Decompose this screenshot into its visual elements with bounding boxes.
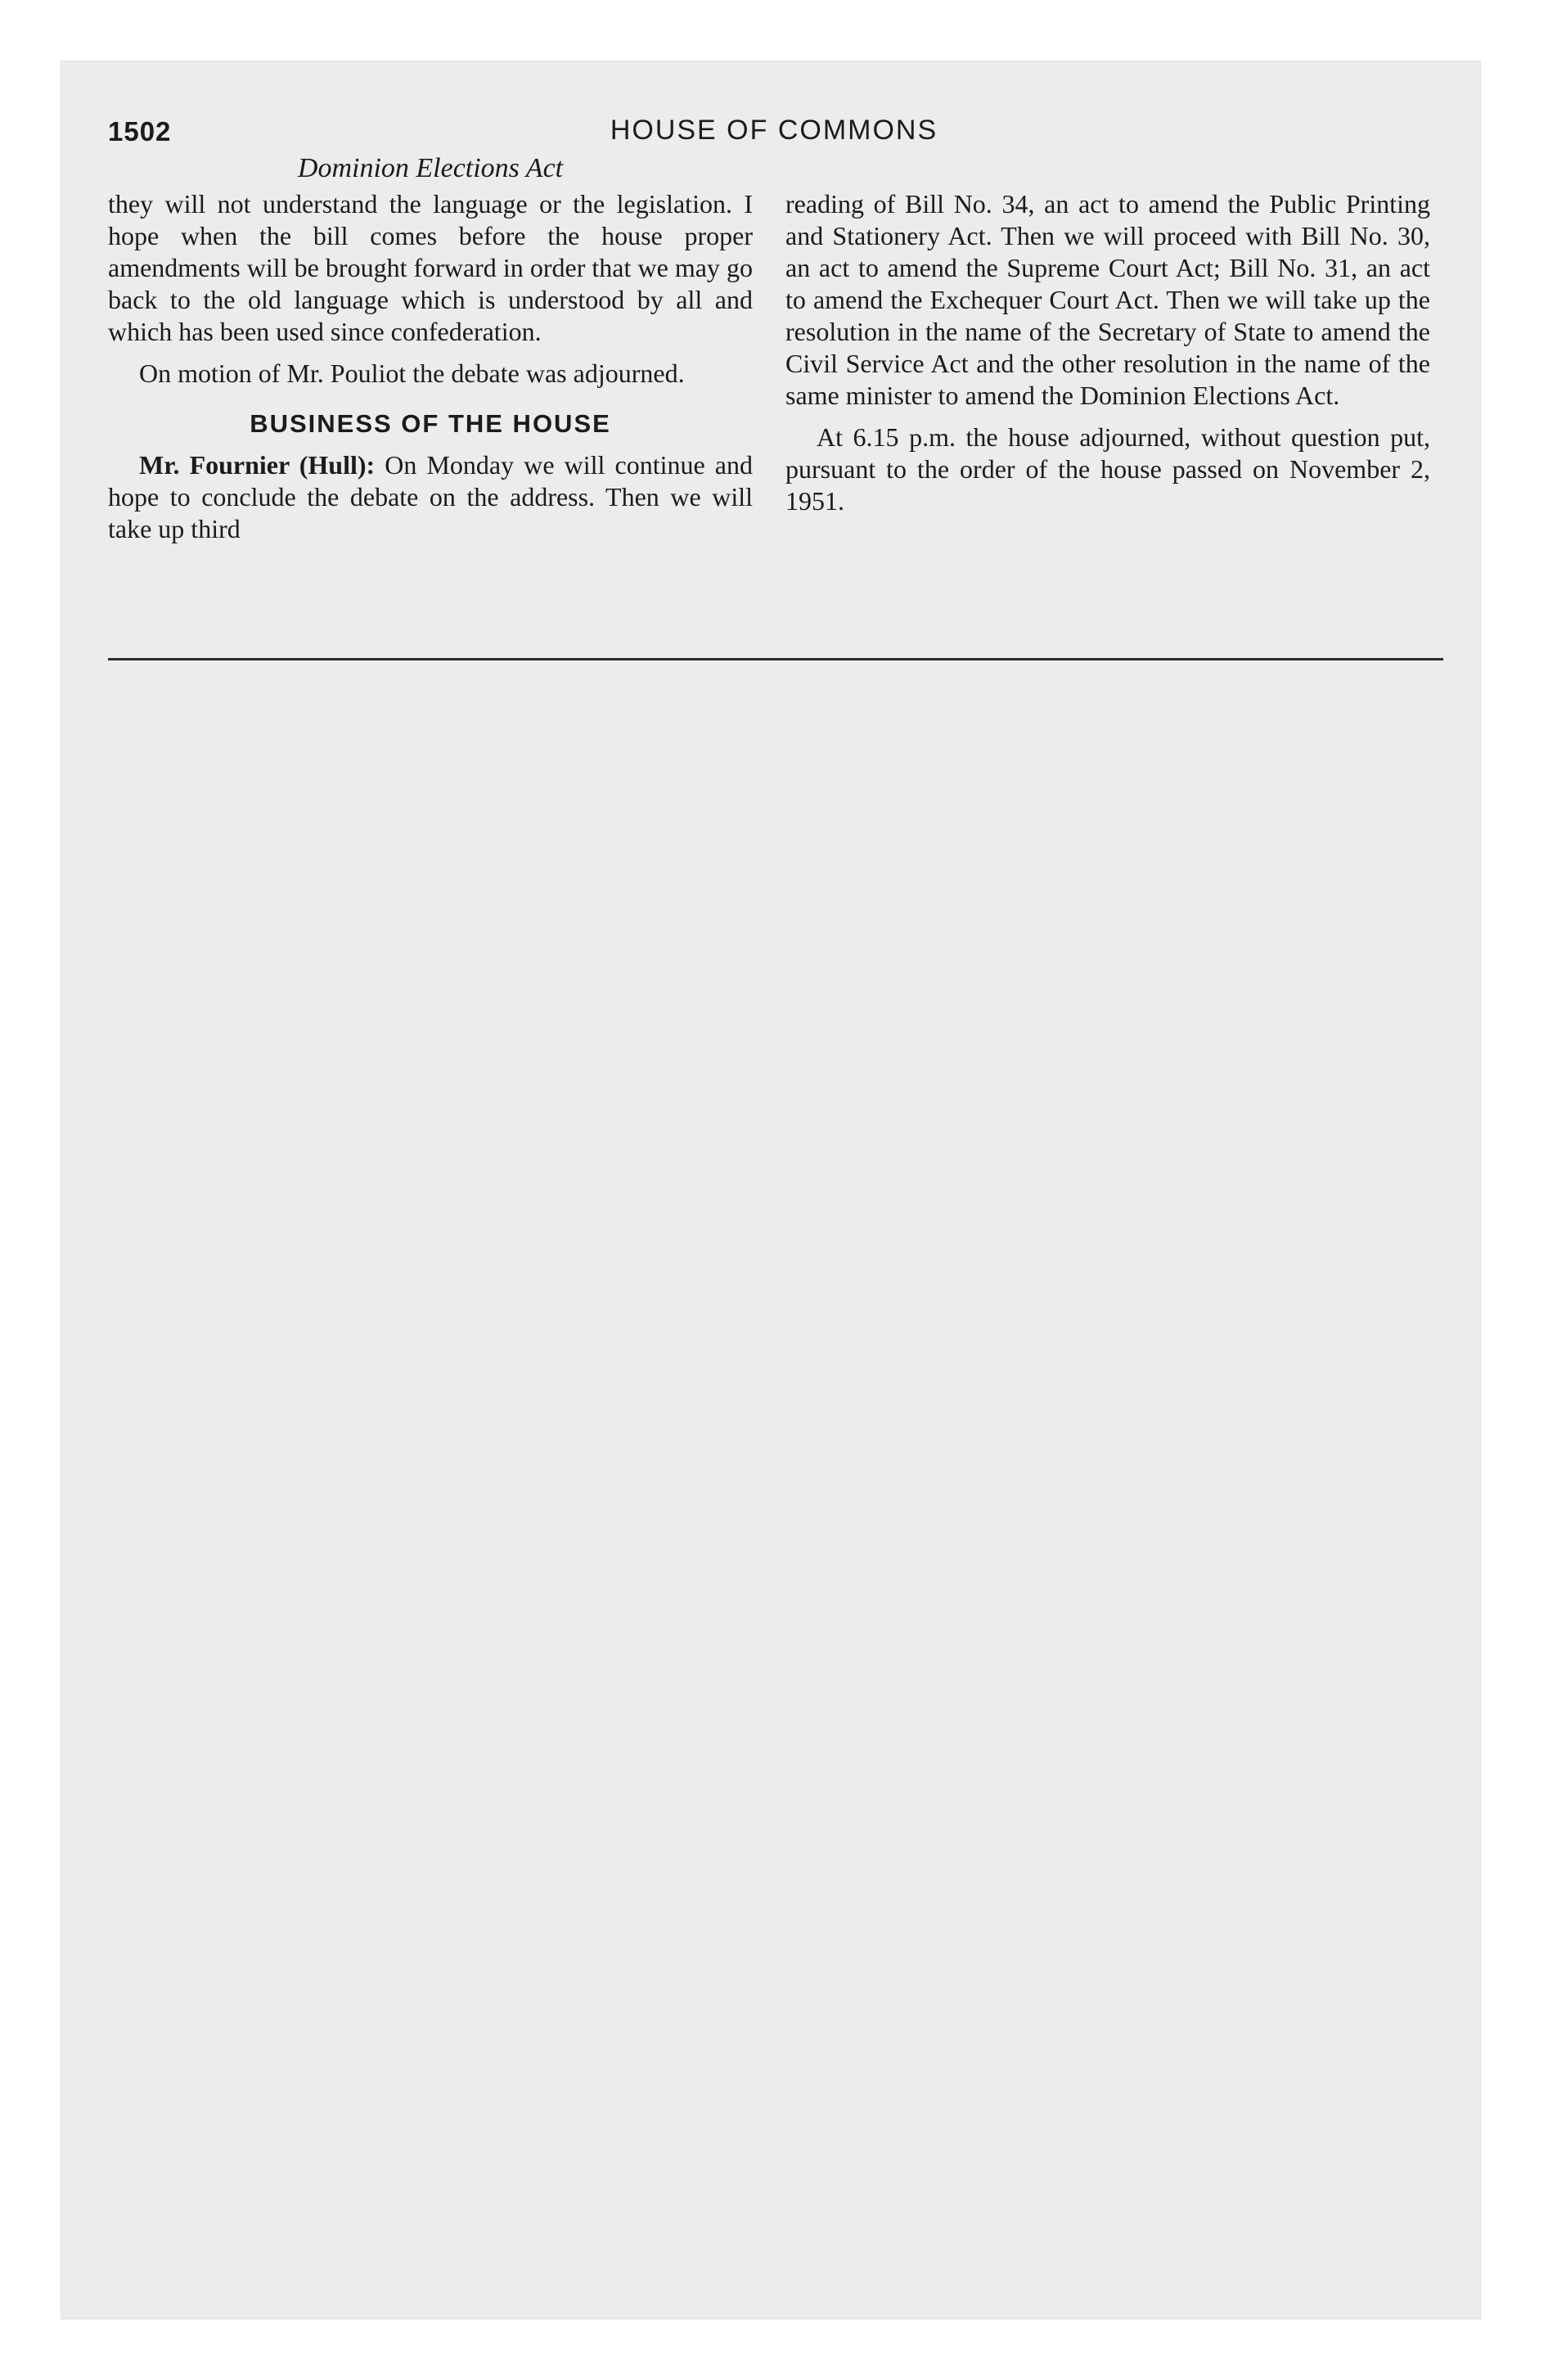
page-number: 1502	[108, 116, 172, 146]
speaker-name: Mr. Fournier (Hull):	[139, 450, 376, 480]
paragraph-adjournment: At 6.15 p.m. the house adjourned, without question put, pursuant to the order of the house passed on November 2, 1951.	[785, 422, 1430, 516]
closing-rule	[108, 658, 1443, 660]
paragraph-continued-speech: reading of Bill No. 34, an act to amend the Public Printing and Stationery Act. Then we will proceed with Bill No. 30, an act to amend the Supreme Court Act; Bill No. 31, an act to amend the Exchequer Court Act. Then we will take up the resolution in the name of the Secretary of State to amend the Civil Service Act and the other resolution in the name of the same minister to amend the Dominion Elections Act.	[785, 189, 1430, 410]
section-heading: BUSINESS OF THE HOUSE	[250, 409, 611, 438]
left-column	[108, 188, 753, 545]
speech-text: On Monday we will continue and hope to conclude the debate on the address. Then we will take up third	[108, 450, 754, 543]
right-column	[785, 188, 1430, 517]
paragraph-speech	[108, 449, 753, 545]
running-title: HOUSE OF COMMONS	[610, 115, 938, 146]
paragraph-motion: On motion of Mr. Pouliot the debate was adjourned.	[139, 358, 685, 388]
paragraph-continuation: they will not understand the language or the legislation. I hope when the bill comes before the house proper amendments will be brought forward in order that we may go back to the old language which is understood by all and which has been used since confederation.	[108, 189, 753, 346]
section-subtitle: Dominion Elections Act	[297, 153, 564, 183]
